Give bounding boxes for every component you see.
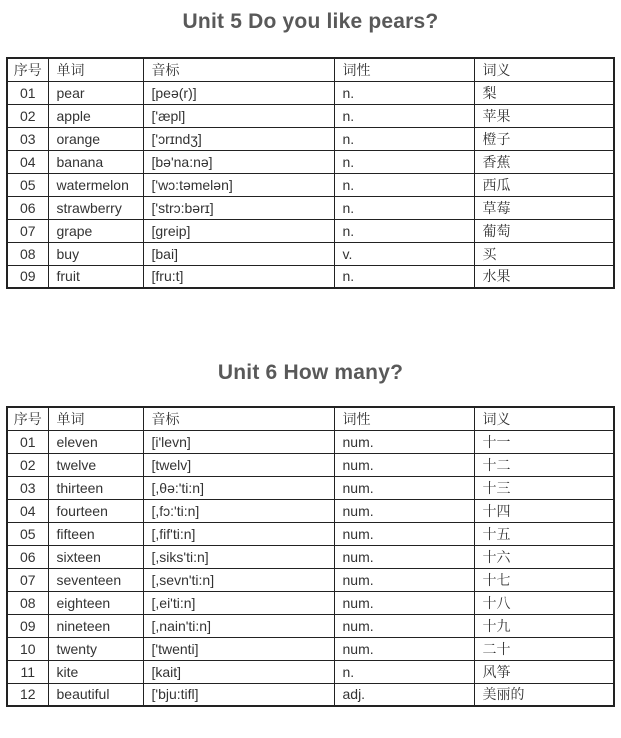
row-number-cell: 04 xyxy=(7,150,48,173)
pos-cell: n. xyxy=(334,127,474,150)
phonetic-cell: [,siks'ti:n] xyxy=(143,545,334,568)
row-number-cell: 02 xyxy=(7,104,48,127)
pos-cell: num. xyxy=(334,453,474,476)
word-cell: thirteen xyxy=(48,476,143,499)
table-row xyxy=(7,219,614,242)
meaning-cell: 香蕉 xyxy=(474,150,614,173)
pos-cell: num. xyxy=(334,637,474,660)
word-cell: pear xyxy=(48,81,143,104)
phonetic-cell: [twelv] xyxy=(143,453,334,476)
row-number-cell: 07 xyxy=(7,219,48,242)
column-header-3: 音标 xyxy=(143,407,334,430)
unit6-table-header xyxy=(7,407,614,430)
word-cell: seventeen xyxy=(48,568,143,591)
phonetic-cell: [kait] xyxy=(143,660,334,683)
meaning-cell: 十二 xyxy=(474,453,614,476)
row-number-cell: 06 xyxy=(7,196,48,219)
table-row xyxy=(7,591,614,614)
word-cell: nineteen xyxy=(48,614,143,637)
phonetic-cell: [i'levn] xyxy=(143,430,334,453)
unit6-vocab-table xyxy=(6,406,615,707)
pos-cell: num. xyxy=(334,614,474,637)
table-row xyxy=(7,430,614,453)
meaning-cell: 十八 xyxy=(474,591,614,614)
phonetic-cell: [,nain'ti:n] xyxy=(143,614,334,637)
word-cell: fourteen xyxy=(48,499,143,522)
word-cell: twenty xyxy=(48,637,143,660)
phonetic-cell: [,θə:'ti:n] xyxy=(143,476,334,499)
phonetic-cell: ['wɔ:təmelən] xyxy=(143,173,334,196)
meaning-cell: 梨 xyxy=(474,81,614,104)
table-row xyxy=(7,476,614,499)
header-row xyxy=(7,58,614,81)
word-cell: sixteen xyxy=(48,545,143,568)
unit5-table-body xyxy=(7,81,614,288)
table-row xyxy=(7,660,614,683)
word-cell: fifteen xyxy=(48,522,143,545)
meaning-cell: 西瓜 xyxy=(474,173,614,196)
table-row xyxy=(7,173,614,196)
phonetic-cell: ['strɔ:bərɪ] xyxy=(143,196,334,219)
vocabulary-document-page xyxy=(0,8,621,738)
unit5-section xyxy=(0,8,621,289)
phonetic-cell: [,fif'ti:n] xyxy=(143,522,334,545)
meaning-cell: 十一 xyxy=(474,430,614,453)
pos-cell: num. xyxy=(334,430,474,453)
meaning-cell: 二十 xyxy=(474,637,614,660)
meaning-cell: 水果 xyxy=(474,265,614,288)
meaning-cell: 十四 xyxy=(474,499,614,522)
pos-cell: num. xyxy=(334,499,474,522)
phonetic-cell: [fru:t] xyxy=(143,265,334,288)
word-cell: eleven xyxy=(48,430,143,453)
column-header-1: 序号 xyxy=(7,407,48,430)
row-number-cell: 02 xyxy=(7,453,48,476)
phonetic-cell: ['bju:tifl] xyxy=(143,683,334,706)
unit6-title: Unit 6 How many? xyxy=(217,361,404,384)
table-row xyxy=(7,81,614,104)
word-cell: twelve xyxy=(48,453,143,476)
row-number-cell: 09 xyxy=(7,614,48,637)
row-number-cell: 05 xyxy=(7,173,48,196)
word-cell: watermelon xyxy=(48,173,143,196)
pos-cell: v. xyxy=(334,242,474,265)
table-row xyxy=(7,242,614,265)
column-header-2: 单词 xyxy=(48,58,143,81)
row-number-cell: 01 xyxy=(7,81,48,104)
phonetic-cell: ['æpl] xyxy=(143,104,334,127)
pos-cell: num. xyxy=(334,568,474,591)
pos-cell: num. xyxy=(334,591,474,614)
unit5-table-header xyxy=(7,58,614,81)
pos-cell: n. xyxy=(334,104,474,127)
meaning-cell: 十九 xyxy=(474,614,614,637)
meaning-cell: 十五 xyxy=(474,522,614,545)
row-number-cell: 04 xyxy=(7,499,48,522)
column-header-2: 单词 xyxy=(48,407,143,430)
table-row xyxy=(7,150,614,173)
table-row xyxy=(7,499,614,522)
word-cell: strawberry xyxy=(48,196,143,219)
pos-cell: n. xyxy=(334,660,474,683)
phonetic-cell: [bə'na:nə] xyxy=(143,150,334,173)
row-number-cell: 06 xyxy=(7,545,48,568)
word-cell: fruit xyxy=(48,265,143,288)
meaning-cell: 美丽的 xyxy=(474,683,614,706)
unit5-vocab-table xyxy=(6,57,615,289)
phonetic-cell: [,sevn'ti:n] xyxy=(143,568,334,591)
meaning-cell: 苹果 xyxy=(474,104,614,127)
pos-cell: n. xyxy=(334,196,474,219)
header-row xyxy=(7,407,614,430)
pos-cell: num. xyxy=(334,522,474,545)
table-row xyxy=(7,683,614,706)
word-cell: apple xyxy=(48,104,143,127)
table-row xyxy=(7,453,614,476)
word-cell: buy xyxy=(48,242,143,265)
row-number-cell: 01 xyxy=(7,430,48,453)
row-number-cell: 07 xyxy=(7,568,48,591)
table-row xyxy=(7,265,614,288)
meaning-cell: 十六 xyxy=(474,545,614,568)
meaning-cell: 买 xyxy=(474,242,614,265)
column-header-3: 音标 xyxy=(143,58,334,81)
row-number-cell: 10 xyxy=(7,637,48,660)
unit6-table-body xyxy=(7,430,614,706)
word-cell: kite xyxy=(48,660,143,683)
phonetic-cell: [,ei'ti:n] xyxy=(143,591,334,614)
row-number-cell: 08 xyxy=(7,591,48,614)
pos-cell: adj. xyxy=(334,683,474,706)
meaning-cell: 十七 xyxy=(474,568,614,591)
pos-cell: num. xyxy=(334,476,474,499)
pos-cell: n. xyxy=(334,219,474,242)
column-header-4: 词性 xyxy=(334,407,474,430)
pos-cell: n. xyxy=(334,81,474,104)
table-row xyxy=(7,614,614,637)
phonetic-cell: [,fɔ:'ti:n] xyxy=(143,499,334,522)
phonetic-cell: [bai] xyxy=(143,242,334,265)
table-row xyxy=(7,637,614,660)
row-number-cell: 09 xyxy=(7,265,48,288)
unit6-section xyxy=(0,359,621,707)
pos-cell: n. xyxy=(334,173,474,196)
table-row xyxy=(7,104,614,127)
phonetic-cell: ['ɔrɪndʒ] xyxy=(143,127,334,150)
column-header-5: 词义 xyxy=(474,407,614,430)
word-cell: grape xyxy=(48,219,143,242)
meaning-cell: 草莓 xyxy=(474,196,614,219)
column-header-1: 序号 xyxy=(7,58,48,81)
table-row xyxy=(7,522,614,545)
row-number-cell: 05 xyxy=(7,522,48,545)
pos-cell: num. xyxy=(334,545,474,568)
row-number-cell: 08 xyxy=(7,242,48,265)
phonetic-cell: [peə(r)] xyxy=(143,81,334,104)
table-row xyxy=(7,127,614,150)
row-number-cell: 03 xyxy=(7,476,48,499)
word-cell: beautiful xyxy=(48,683,143,706)
row-number-cell: 11 xyxy=(7,660,48,683)
meaning-cell: 十三 xyxy=(474,476,614,499)
word-cell: orange xyxy=(48,127,143,150)
meaning-cell: 葡萄 xyxy=(474,219,614,242)
phonetic-cell: ['twenti] xyxy=(143,637,334,660)
word-cell: banana xyxy=(48,150,143,173)
table-row xyxy=(7,568,614,591)
word-cell: eighteen xyxy=(48,591,143,614)
row-number-cell: 12 xyxy=(7,683,48,706)
unit5-title: Unit 5 Do you like pears? xyxy=(182,10,439,33)
phonetic-cell: [greip] xyxy=(143,219,334,242)
table-row xyxy=(7,196,614,219)
pos-cell: n. xyxy=(334,150,474,173)
pos-cell: n. xyxy=(334,265,474,288)
row-number-cell: 03 xyxy=(7,127,48,150)
column-header-4: 词性 xyxy=(334,58,474,81)
column-header-5: 词义 xyxy=(474,58,614,81)
meaning-cell: 橙子 xyxy=(474,127,614,150)
meaning-cell: 风筝 xyxy=(474,660,614,683)
table-row xyxy=(7,545,614,568)
